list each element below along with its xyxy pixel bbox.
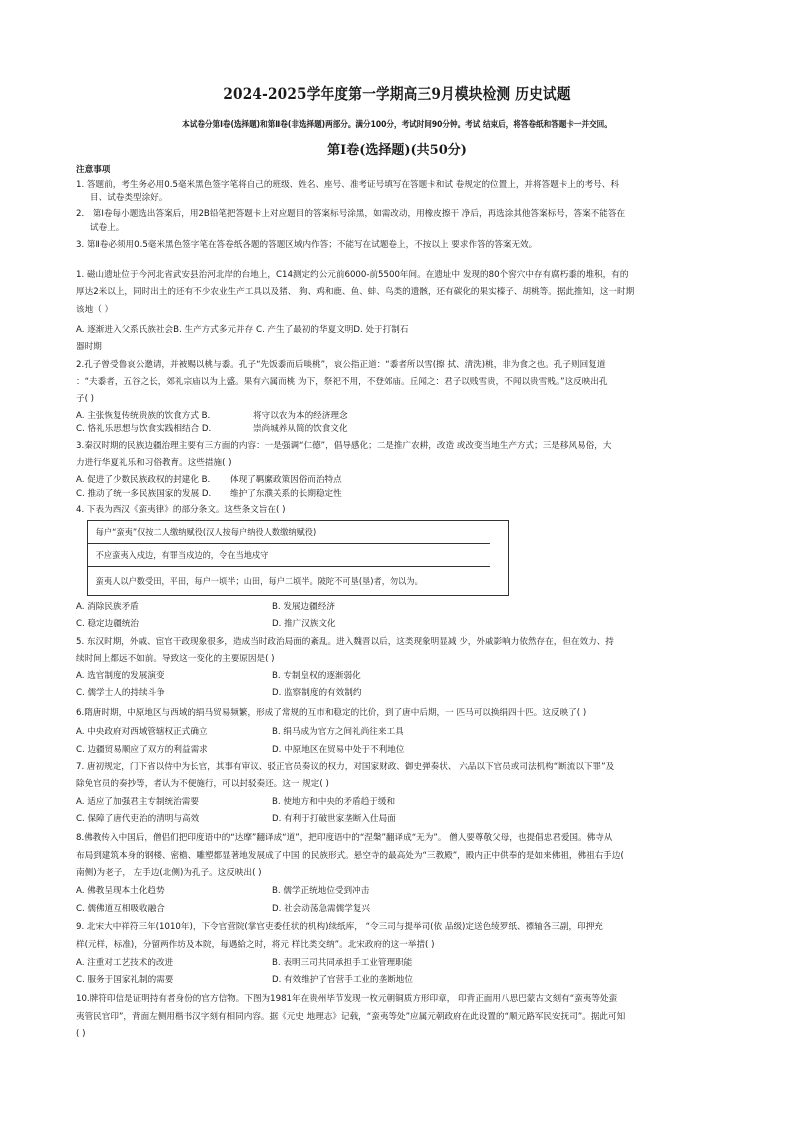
q3-stem: 力进行华夏礼乐和习俗教育。这些措施( ) (76, 458, 232, 468)
q7-stem: 7. 唐初规定，门下省以侍中为长官，其事有审议、驳正官员奏议的权力，对国家财政、御史弹奏状、 六品以下官员或司法机构“断流以下罪”及 (76, 762, 615, 772)
notice-line: 2． 第Ⅰ卷每小题选出答案后，用2B铅笔把答题卡上对应题目的答案标号涂黑，如需改动，用橡皮擦干 净后，再选涂其他答案标号，答案不能答在 (76, 209, 626, 219)
q8-stem: 南侧)为老子， 左手边(北侧)为孔子。这反映出( ) (76, 868, 262, 878)
q6-option: B. 绢马成为官方之间礼尚往来工具 (272, 727, 404, 737)
q1-options-tail: 器时期 (76, 342, 102, 352)
q7-option: D. 有利于打破世家垄断入仕局面 (272, 814, 396, 824)
notice-line: 3. 第Ⅱ卷必须用0.5毫米黑色签字笔在答卷纸各题的答题区域内作答；不能写在试题卷上，不按以上 要求作答的答案无效。 (76, 240, 538, 250)
q3-option: C. 推动了统一多民族国家的发展 D. (76, 489, 212, 499)
q7-option: B. 使地方和中央的矛盾趋于缓和 (272, 797, 396, 807)
section-heading: 第Ⅰ卷(选择题)(共50分) (327, 143, 467, 158)
q2-option: 崇尚城养从简的饮食文化 (253, 424, 348, 434)
q9-option: C. 服务于国家礼制的需要 (76, 975, 174, 985)
q3-option: 体现了羁縻政策因俗而治特点 (230, 475, 342, 485)
q4-option: C. 稳定边疆统治 (76, 619, 140, 629)
q4-stem: 4. 下表为西汉《蛮夷律》的部分条文。这些条文旨在( ) (76, 505, 286, 515)
source-table-row: 每户“蛮夷”仅按二人缴纳赋役(汉人按每户纳役人数缴纳赋役) (88, 521, 490, 544)
q5-stem: 5. 东汉时期，外戚、宦官干政现象很多，造成当时政治局面的紊乱。进入魏晋以后，这类现象明显减 少，外戚影响力依然存在，但在效力、持 (76, 637, 614, 647)
notice-heading: 注意事项 (76, 165, 111, 175)
q4-option: A. 消除民族矛盾 (76, 602, 139, 612)
q6-option: C. 边疆贸易顺应了双方的利益需求 (76, 745, 208, 755)
q6-option: A. 中央政府对西域管辖权正式确立 (76, 727, 208, 737)
q8-stem: 8.佛教传入中国后，僧侣们把印度语中的“达摩”翻译成“道”，把印度语中的“涅槃”翻译成“无为”。 僧人要尊敬父母，也提倡忠君爱国。佛寺从 (76, 833, 613, 843)
q5-stem: 续时间上都远不如前。导致这一变化的主要原因是( ) (76, 654, 275, 664)
q10-stem: ( ) (76, 1029, 86, 1039)
q3-stem: 3.秦汉时期的民族边疆治理主要有三方面的内容：一是强调“仁德”，倡导感化；二是推广农耕，改造 或改变当地生产方式；三是移风易俗，大 (76, 441, 612, 451)
q10-stem: 夷管民官印”，背面左侧用楷书汉字刻有相同内容。据《元史 地理志》记载，“蛮夷等处”应属元朝政府在此设置的“顺元路军民安抚司”。据此可知 (76, 1012, 626, 1022)
q5-option: C. 儒学士人的持续斗争 (76, 688, 165, 698)
q7-option: C. 保障了唐代吏治的清明与高效 (76, 814, 200, 824)
q8-option: B. 儒学正统地位受到冲击 (272, 886, 370, 896)
q8-option: D. 社会动荡急需儒学复兴 (272, 904, 371, 914)
q2-stem: ：“夫黍者，五谷之长，郊礼宗庙以为上盛。果有六属而桃 为下，祭祀不用，不登郊庙。丘闻之：君子以贱雪贵，不闻以贵雪贱。”这反映出孔 (76, 377, 608, 387)
q4-option: B. 发展边疆经济 (272, 602, 335, 612)
q2-option: A. 主张恢复传统贵族的饮食方式 B. (76, 411, 211, 421)
q9-option: B. 表明三司共同承担手工业管理职能 (272, 958, 413, 968)
q8-option: C. 儒佛道互相吸收融合 (76, 904, 165, 914)
q2-option: C. 恪礼乐思想与饮食实践相结合 D. (76, 424, 212, 434)
q5-option: B. 专制皇权的逐渐弱化 (272, 671, 361, 681)
q6-option: D. 中原地区在贸易中处于不利地位 (272, 745, 405, 755)
q8-option: A. 佛教呈现本土化趋势 (76, 886, 165, 896)
source-table-row: 不应蛮夷入戍边，有罪当戍边的，令在当地戍守 (88, 544, 490, 567)
q5-option: A. 选官制度的发展演变 (76, 671, 165, 681)
q8-stem: 布局到建筑本身的钢楼、密檐、雕塑都显著地发展成了中国 的民族形式。悬空寺的最高处为“三教殿”，殿内正中供奉的是如来佛祖，佛祖右手边( (76, 851, 624, 861)
q10-stem: 10.牌符印信是证明持有者身份的官方信物。下图为1981年在贵州毕节发现一枚元朝铜质方形印章， 印背正面用八思巴蒙古文刻有“蛮夷等处蛮 (76, 994, 618, 1004)
q9-option: D. 有效维护了官营手工业的垄断地位 (272, 975, 413, 985)
q5-option: D. 监察制度的有效制约 (272, 688, 362, 698)
q7-stem: 除免官员的奏抄等，者认为不便施行，可以封驳奏还。这一 规定( ) (76, 779, 329, 789)
q3-option: A. 促进了少数民族政权的封建化 B. (76, 475, 211, 485)
q3-option: 维护了东濮关系的长期稳定性 (230, 489, 342, 499)
q9-stem: 9. 北宋大中祥符三年(1010年)，下令官营院(掌官吏委任状的机构)续纸库， “令三司与提举司(依 品级)定送色绫罗纸、褾轴各三副，印押充 (76, 922, 603, 932)
page-title: 2024-2025学年度第一学期高三9月模块检测 历史试题 (223, 84, 571, 103)
q9-option: A. 注重对工艺技术的改进 (76, 958, 174, 968)
q2-option: 将守以农为本的经济理念 (253, 411, 348, 421)
q1-stem: 1. 磁山遗址位于今河北省武安县治河北岸的台地上，C14测定约公元前6000-前5500年间。在遗址中 发现的80个窖穴中存有腐朽黍的堆积，有的 (76, 270, 629, 280)
source-table (87, 520, 509, 596)
q4-option: D. 推广汉族文化 (272, 619, 336, 629)
exam-intro: 本试卷分第Ⅰ卷(选择题)和第Ⅱ卷(非选择题)两部分。满分100分，考试时间90分钟。考试 结束后，将答卷纸和答题卡一并交回。 (182, 120, 612, 130)
notice-line: 目、试卷类型涂好。 (90, 193, 168, 203)
q6-stem: 6.隋唐时期，中原地区与西域的绢马贸易频繁，形成了常规的互市和稳定的比价，到了唐中后期，一 匹马可以换绢四十匹。这反映了( ) (76, 708, 587, 718)
notice-line: 试卷上。 (90, 223, 125, 233)
q1-stem: 该地（ ） (76, 305, 114, 315)
q1-options: A. 逐渐进入父系氏族社会B. 生产方式多元并存 C. 产生了最初的华夏文明D. 处于打制石 (76, 325, 409, 335)
q7-option: A. 适应了加强君主专制统治需要 (76, 797, 199, 807)
source-table-row: 蛮夷人以户数受田，平田，每户一顷半；山田，每户二顷半。陂陀不可垦(垦)者，勿以为。 (95, 577, 423, 587)
q9-stem: 样(元样，标准)，分留两作坊及本院，每遇給之时，将元 样比类交纳”。北宋政府的这一举措( ) (76, 940, 435, 950)
q1-stem: 厚达2米以上，同时出土的还有不少农业生产工具以及猪、 狗、鸡和鹿、鱼、蚌、鸟类的遗骸，还有碳化的果实榛子、胡桃等。据此推知，这一时期 (76, 287, 635, 297)
notice-line: 1. 答题前，考生务必用0.5毫米黑色签字笔将自己的班级、姓名、座号、准考证号填写在答题卡和试 卷规定的位置上，并将答题卡上的考号、科 (76, 180, 619, 190)
q2-stem: 子( ) (76, 394, 95, 404)
q2-stem: 2.孔子曾受鲁哀公邀请，并被赐以桃与黍。孔子“先饭黍而后啖桃”，哀公指正道：“黍者所以雪(擦 拭、清洗)桃，非为食之也。孔子则回复道 (76, 360, 606, 370)
